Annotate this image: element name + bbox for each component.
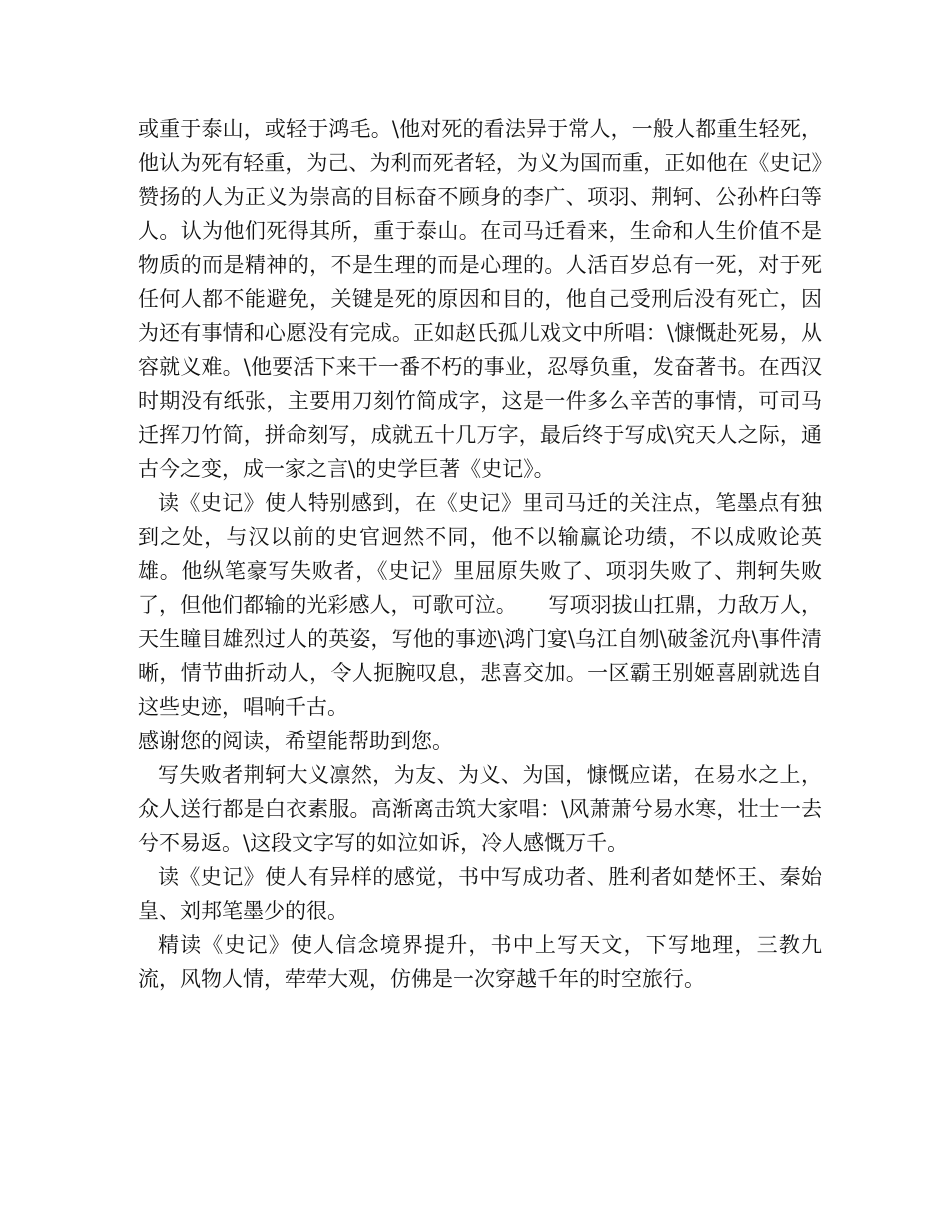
paragraph-2: 读《史记》使人特别感到，在《史记》里司马迁的关注点，笔墨点有独到之处，与汉以前的史官迥然不同，他不以输赢论功绩，不以成败论英雄。他纵笔豪写失败者，《史记》里屈原失败了、项羽失败了、荆轲失败了，但他们都输的光彩感人，可歌可泣。 写项羽拔山扛鼎，力敌万人，天生瞳目雄烈过人的英姿，写他的事迹\鸿门宴\乌江自刎\破釜沉舟\事件清晰，情节曲折动人，令人扼腕叹息，悲喜交加。一区霸王别姬喜剧就选自这些史迹，唱响千古。 (138, 491, 822, 719)
body-text (138, 112, 822, 996)
paragraph-3: 感谢您的阅读，希望能帮助到您。 (138, 729, 453, 753)
paragraph-6: 精读《史记》使人信念境界提升，书中上写天文，下写地理，三教九流，风物人情，荦荦大观，仿佛是一次穿越千年的时空旅行。 (138, 933, 822, 991)
paragraph-1: 或重于泰山，或轻于鸿毛。\他对死的看法异于常人，一般人都重生轻死，他认为死有轻重，为己、为利而死者轻，为义为国而重，正如他在《史记》赞扬的人为正义为崇高的目标奋不顾身的李广、项羽、荆轲、公孙杵臼等人。认为他们死得其所，重于泰山。在司马迁看来，生命和人生价值不是物质的而是精神的，不是生理的而是心理的。人活百岁总有一死，对于死任何人都不能避免，关键是死的原因和目的，他自己受刑后没有死亡，因为还有事情和心愿没有完成。正如赵氏孤儿戏文中所唱：\慷慨赴死易，从容就义难。\他要活下来干一番不朽的事业，忍辱负重，发奋著书。在西汉时期没有纸张，主要用刀刻竹简成字，这是一件多么辛苦的事情，可司马迁挥刀竹简，拼命刻写，成就五十几万字，最后终于写成\究天人之际，通古今之变，成一家之言\的史学巨著《史记》。 (138, 117, 822, 481)
paragraph-5: 读《史记》使人有异样的感觉，书中写成功者、胜利者如楚怀王、秦始皇、刘邦笔墨少的很。 (138, 865, 822, 923)
paragraph-4: 写失败者荆轲大义凛然，为友、为义、为国，慷慨应诺，在易水之上，众人送行都是白衣素服。高渐离击筑大家唱：\风萧萧兮易水寒，壮士一去兮不易返。\这段文字写的如泣如诉，冷人感慨万千。 (138, 763, 822, 855)
